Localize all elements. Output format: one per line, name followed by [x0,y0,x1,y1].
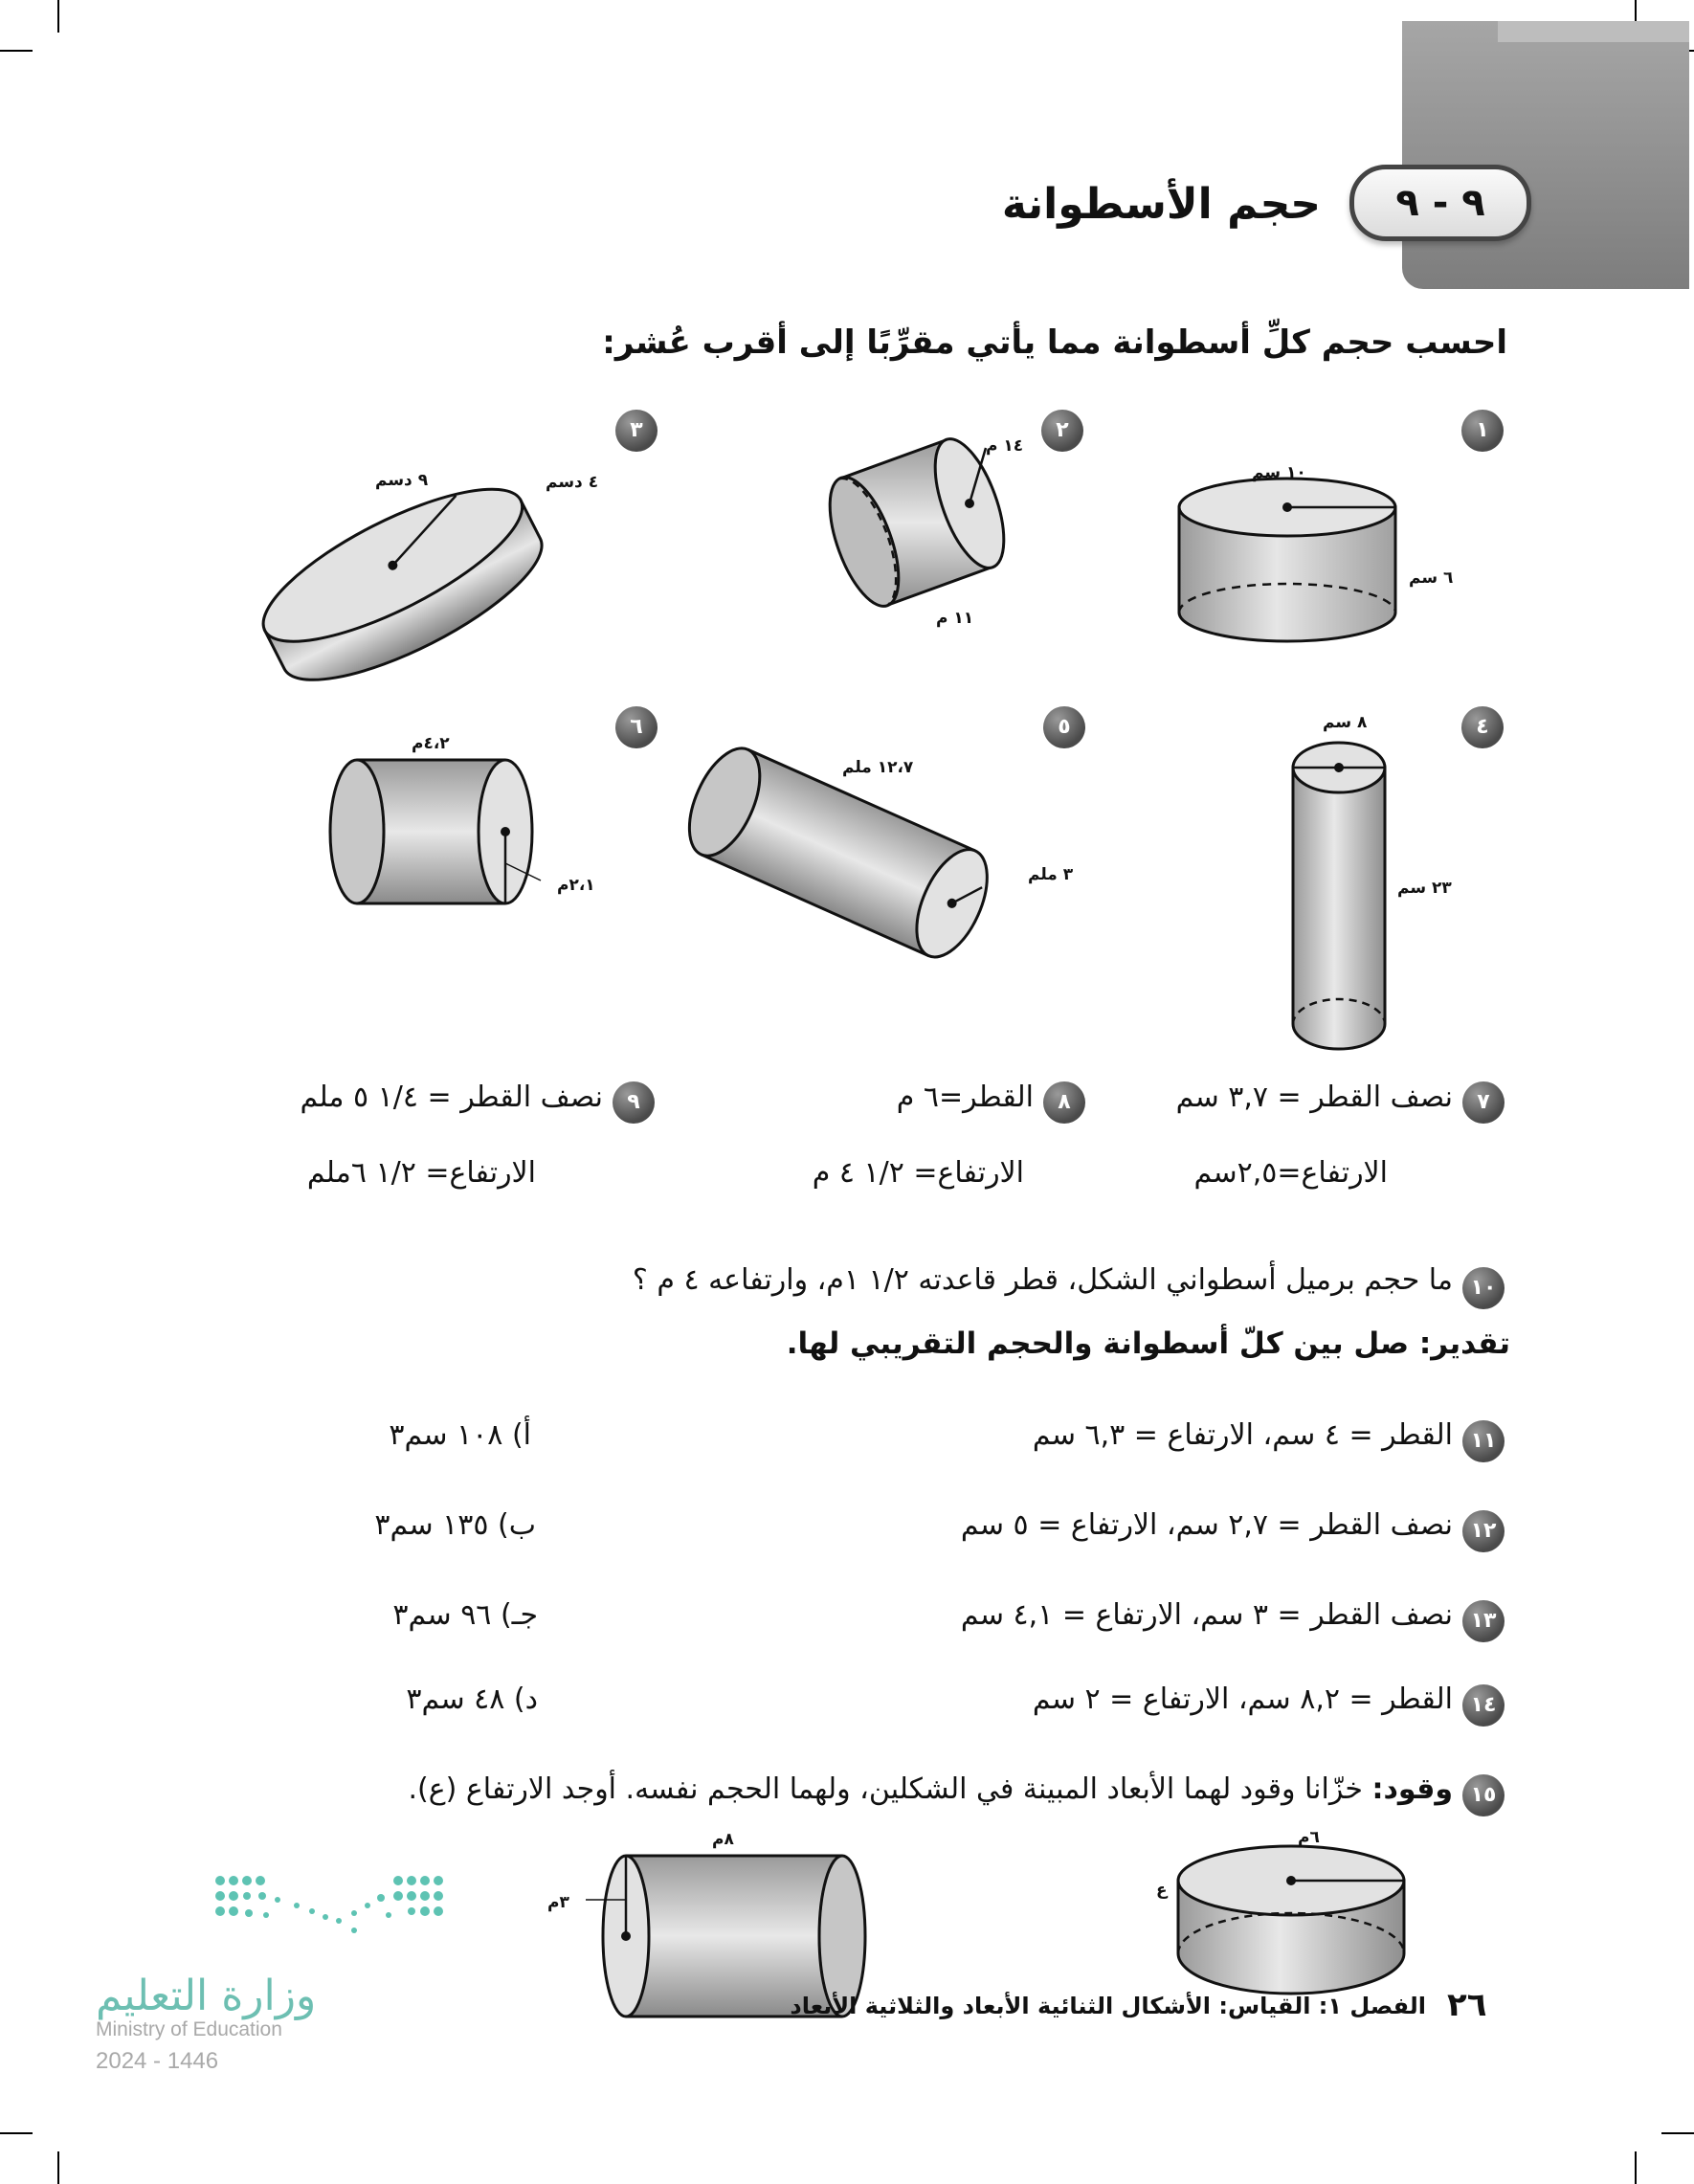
problem-number-6: ٦ [615,706,658,748]
problem-number-9: ٩ [613,1081,655,1124]
fig6-side-label: ٢،١م [557,876,595,895]
ministry-year: 2024 - 1446 [96,2048,219,2074]
crop-mark [0,50,33,52]
problem-10-text: ما حجم برميل أسطواني الشكل، قطر قاعدته ١/٢ ١م، وارتفاعه ٤ م ؟ [632,1263,1453,1297]
problem-number-2: ٢ [1041,410,1083,452]
problem-9-line1: نصف القطر = ١/٤ ٥ ملم [300,1081,603,1114]
problem-number-4: ٤ [1461,706,1504,748]
problem-number-8: ٨ [1043,1081,1085,1124]
tank2-radius-label: ٣م [547,1893,569,1912]
crop-mark [1635,2151,1637,2184]
cylinder-figure-6 [328,756,548,909]
estimate-heading: تقدير: صل بين كلّ أسطوانة والحجم التقريبي لها. [786,1326,1510,1361]
problem-12-left: نصف القطر = ٢,٧ سم، الارتفاع = ٥ سم [960,1508,1453,1542]
problem-number-13: ١٣ [1462,1600,1505,1642]
ministry-name-arabic: وزارة التعليم [96,1972,317,2020]
problem-number-7: ٧ [1462,1081,1505,1124]
problem-8-line2: الارتفاع= ١/٢ ٤ م [812,1156,1024,1190]
fig5-side-label: ٣ ملم [1028,865,1074,884]
cylinder-figure-1 [1168,469,1416,660]
tank2-length-label: ٨م [712,1830,734,1849]
option-b: ب) ١٣٥ سم٣ [374,1508,536,1542]
problem-11-left: القطر = ٤ سم، الارتفاع = ٦,٣ سم [1032,1418,1453,1452]
fig2-top-label: ١٤ م [986,436,1024,456]
problem-9-line2: الارتفاع= ١/٢ ٦ملم [306,1156,536,1190]
fig3-top-label: ٩ دسم [375,471,429,490]
page-number: ٢٦ [1447,1986,1487,2024]
option-a: أ) ١٠٨ سم٣ [389,1418,531,1452]
tank1-height-label: ع [1156,1881,1168,1900]
problem-13-left: نصف القطر = ٣ سم، الارتفاع = ٤,١ سم [960,1598,1453,1632]
problem-number-14: ١٤ [1462,1684,1505,1727]
fig6-top-label: ٤،٢م [412,734,450,753]
problem-number-3: ٣ [615,410,658,452]
chapter-footer [747,1993,1426,2019]
fig5-top-label: ١٢،٧ ملم [842,758,914,777]
problem-number-12: ١٢ [1462,1510,1505,1552]
ministry-name-english: Ministry of Education [96,2018,282,2040]
option-d: د) ٤٨ سم٣ [406,1683,538,1716]
problem-number-11: ١١ [1462,1420,1505,1462]
fuel-tank-1 [1172,1842,1421,2010]
problem-8-line1: القطر=٦ م [896,1081,1034,1114]
problem-14-left: القطر = ٨,٢ سم، الارتفاع = ٢ سم [1032,1683,1453,1716]
crop-mark [57,0,59,33]
problem-number-10: ١٠ [1462,1267,1505,1309]
instruction-text: احسب حجم كلِّ أسطوانة مما يأتي مقرِّبًا إلى أقرب عُشر: [602,323,1507,362]
fig2-side-label: ١١ م [936,609,974,628]
problem-15-body: خزّانا وقود لهما الأبعاد المبينة في الشكلين، ولهما الحجم نفسه. أوجد الارتفاع (ع). [408,1772,1363,1806]
crop-mark [1661,2132,1694,2134]
fig1-side-label: ٦ سم [1409,568,1454,588]
chapter-tab [1402,21,1689,289]
problem-7-line1: نصف القطر = ٣,٧ سم [1175,1081,1453,1114]
problem-number-15: ١٥ [1462,1774,1505,1816]
fig4-side-label: ٢٣ سم [1397,879,1452,898]
cylinder-figure-4 [1287,737,1393,1062]
problem-15-label: وقود: [1371,1772,1453,1806]
chapter-title: القياس: الأشكال الثنائية الأبعاد والثلاثية الأبعاد [790,1993,1311,2019]
fig4-top-label: ٨ سم [1323,713,1368,732]
chapter-label: الفصل ١: [1318,1993,1426,2019]
ministry-logo-dots [211,1871,450,1938]
fig1-top-label: ١٠ سم [1252,463,1306,482]
problem-7-line2: الارتفاع=٢,٥سم [1193,1156,1388,1190]
crop-mark [0,2132,33,2134]
crop-mark [57,2151,59,2184]
cylinder-figure-2 [823,431,1014,622]
tank1-radius-label: ٦م [1298,1828,1320,1847]
problem-15-text [364,1772,1453,1806]
fig3-side-label: ٤ دسم [546,473,599,492]
problem-number-5: ٥ [1043,706,1085,748]
chapter-tab-highlight [1498,21,1689,42]
option-c: جـ) ٩٦ سم٣ [392,1598,538,1632]
lesson-number-badge: ٩ - ٩ [1349,165,1531,241]
page-title: حجم الأسطوانة [1001,180,1321,229]
problem-number-1: ١ [1461,410,1504,452]
